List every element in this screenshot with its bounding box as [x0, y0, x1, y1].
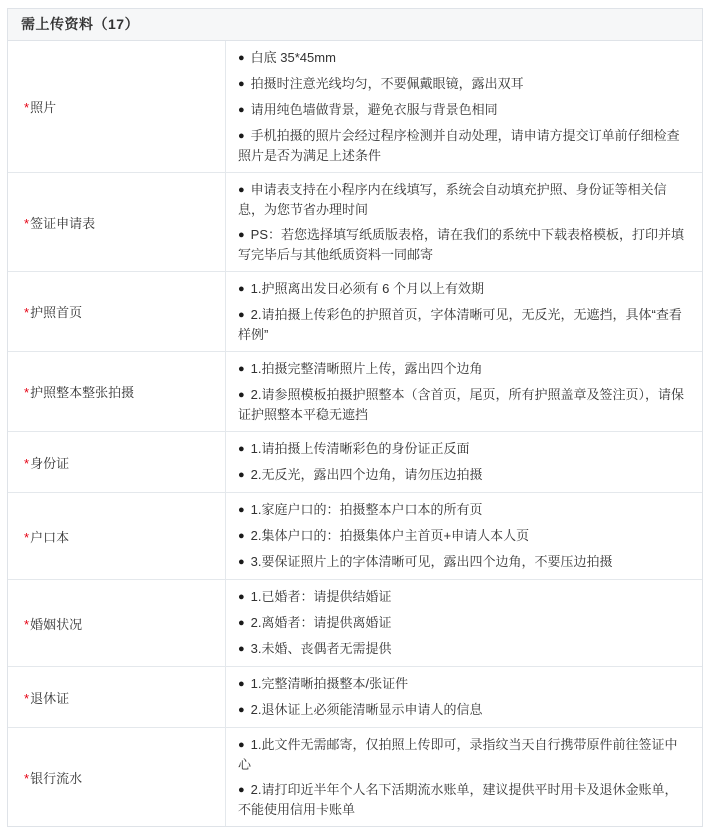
- bullet-icon: ●: [238, 784, 245, 796]
- table-row: [8, 272, 702, 352]
- requirement-text: 2.请参照模板拍摄护照整本（含首页，尾页，所有护照盖章及签注页），请保证护照整本平稳无遮挡: [238, 387, 684, 422]
- table-title: 需上传资料（17）: [8, 9, 702, 41]
- required-asterisk: *: [24, 100, 30, 115]
- bullet-icon: ●: [238, 309, 245, 321]
- material-label: 身份证: [30, 455, 70, 471]
- requirement-text: 请用纯色墙做背景，避免衣服与背景色相同: [250, 102, 498, 117]
- requirement-item: [238, 123, 688, 168]
- requirement-text: 1.家庭户口的：拍摄整本户口本的所有页: [250, 502, 483, 517]
- requirement-item: [238, 462, 688, 488]
- material-label-cell: [8, 728, 226, 826]
- required-asterisk: *: [24, 529, 30, 545]
- bullet-icon: ●: [238, 389, 245, 401]
- requirement-text: 拍摄时注意光线均匀，不要佩戴眼镜，露出双耳: [250, 76, 524, 91]
- table-row: [8, 352, 702, 432]
- requirement-text: 1.请拍摄上传清晰彩色的身份证正反面: [250, 441, 470, 456]
- requirement-item: [238, 671, 688, 697]
- requirement-item: [238, 97, 688, 123]
- requirement-item: [238, 697, 688, 723]
- requirement-text: 1.已婚者：请提供结婚证: [250, 589, 392, 604]
- item-list: [238, 356, 688, 427]
- bullet-icon: ●: [238, 469, 245, 481]
- bullet-icon: ●: [238, 530, 245, 542]
- requirement-text: 2.无反光，露出四个边角，请勿压边拍摄: [250, 467, 483, 482]
- requirement-item: [238, 549, 688, 575]
- material-requirements-cell: [226, 728, 702, 826]
- material-label-cell: [8, 432, 226, 492]
- required-asterisk: *: [24, 455, 30, 471]
- requirement-text: 3.要保证照片上的字体清晰可见，露出四个边角，不要压边拍摄: [250, 554, 613, 569]
- material-label: 护照首页: [30, 305, 83, 320]
- requirement-text: 白底 35*45mm: [250, 50, 336, 65]
- requirement-item: [238, 610, 688, 636]
- material-requirements-cell: [226, 493, 702, 579]
- requirement-item: [238, 732, 688, 777]
- requirement-item: [238, 45, 688, 71]
- item-list: [238, 732, 688, 822]
- required-asterisk: *: [24, 305, 30, 320]
- requirement-item: [238, 523, 688, 549]
- materials-table-body: [8, 41, 702, 826]
- bullet-icon: ●: [238, 229, 245, 241]
- requirement-text: 2.请拍摄上传彩色的护照首页，字体清晰可见，无反光，无遮挡，具体“查看样例”: [238, 307, 682, 342]
- requirement-item: [238, 222, 688, 267]
- requirement-item: [238, 584, 688, 610]
- bullet-icon: ●: [238, 504, 245, 516]
- material-label-cell: [8, 272, 226, 351]
- item-list: [238, 584, 688, 662]
- material-label: 签证申请表: [30, 215, 96, 231]
- requirement-item: [238, 177, 688, 222]
- requirement-item: [238, 777, 688, 822]
- material-requirements-cell: [226, 580, 702, 666]
- table-row: [8, 580, 702, 667]
- requirement-item: [238, 356, 688, 382]
- requirement-item: [238, 497, 688, 523]
- material-requirements-cell: [226, 41, 702, 172]
- requirement-item: [238, 436, 688, 462]
- requirement-item: [238, 636, 688, 662]
- requirement-text: 2.离婚者：请提供离婚证: [250, 615, 392, 630]
- table-row: [8, 173, 702, 272]
- material-label-cell: [8, 41, 226, 172]
- item-list: [238, 276, 688, 347]
- material-label-cell: [8, 493, 226, 579]
- bullet-icon: ●: [238, 739, 245, 751]
- table-row: [8, 41, 702, 173]
- requirement-text: 申请表支持在小程序内在线填写，系统会自动填充护照、身份证等相关信息，为您节省办理时间: [238, 182, 667, 217]
- requirement-text: 1.完整清晰拍摄整本/张证件: [250, 676, 409, 691]
- requirement-text: 3.未婚、丧偶者无需提供: [250, 641, 392, 656]
- required-materials-table: [7, 8, 703, 827]
- material-label-cell: [8, 667, 226, 727]
- bullet-icon: ●: [238, 443, 245, 455]
- requirement-text: PS：若您选择填写纸质版表格，请在我们的系统中下载表格模板，打印并填写完毕后与其他纸质资料一同邮寄: [238, 227, 684, 262]
- material-requirements-cell: [226, 173, 702, 271]
- material-label: 婚姻状况: [30, 616, 83, 632]
- requirement-item: [238, 302, 688, 347]
- bullet-icon: ●: [238, 591, 245, 603]
- table-row: [8, 493, 702, 580]
- bullet-icon: ●: [238, 130, 245, 142]
- material-requirements-cell: [226, 272, 702, 351]
- item-list: [238, 671, 688, 723]
- required-asterisk: *: [24, 385, 30, 400]
- material-requirements-cell: [226, 432, 702, 492]
- material-requirements-cell: [226, 667, 702, 727]
- required-asterisk: *: [24, 690, 30, 706]
- bullet-icon: ●: [238, 704, 245, 716]
- bullet-icon: ●: [238, 617, 245, 629]
- required-asterisk: *: [24, 616, 30, 632]
- item-list: [238, 497, 688, 575]
- requirement-item: [238, 276, 688, 302]
- required-asterisk: *: [24, 770, 30, 786]
- table-row: [8, 667, 702, 728]
- table-row: [8, 432, 702, 493]
- requirement-item: [238, 382, 688, 427]
- bullet-icon: ●: [238, 643, 245, 655]
- requirement-text: 2.请打印近半年个人名下活期流水账单，建议提供平时用卡及退休金账单，不能使用信用卡账单: [238, 782, 678, 817]
- material-label: 退休证: [30, 690, 70, 706]
- material-label: 户口本: [30, 529, 70, 545]
- material-requirements-cell: [226, 352, 702, 431]
- required-asterisk: *: [24, 215, 30, 231]
- requirement-text: 1.护照离出发日必须有 6 个月以上有效期: [250, 281, 484, 296]
- requirement-text: 手机拍摄的照片会经过程序检测并自动处理，请申请方提交订单前仔细检查照片是否为满足上述条件: [238, 128, 680, 163]
- bullet-icon: ●: [238, 184, 245, 196]
- material-label-cell: [8, 580, 226, 666]
- bullet-icon: ●: [238, 283, 245, 295]
- bullet-icon: ●: [238, 556, 245, 568]
- item-list: [238, 45, 688, 168]
- material-label: 银行流水: [30, 770, 83, 786]
- requirement-text: 2.退休证上必须能清晰显示申请人的信息: [250, 702, 483, 717]
- table-row: [8, 728, 702, 826]
- item-list: [238, 436, 688, 488]
- material-label: 护照整本整张拍摄: [30, 385, 135, 400]
- material-label-cell: [8, 352, 226, 431]
- bullet-icon: ●: [238, 52, 245, 64]
- bullet-icon: ●: [238, 678, 245, 690]
- bullet-icon: ●: [238, 363, 245, 375]
- bullet-icon: ●: [238, 104, 245, 116]
- bullet-icon: ●: [238, 78, 245, 90]
- requirement-text: 1.拍摄完整清晰照片上传，露出四个边角: [250, 361, 483, 376]
- requirement-text: 2.集体户口的：拍摄集体户主首页+申请人本人页: [250, 528, 530, 543]
- requirement-item: [238, 71, 688, 97]
- material-label-cell: [8, 173, 226, 271]
- requirement-text: 1.此文件无需邮寄，仅拍照上传即可，录指纹当天自行携带原件前往签证中心: [238, 737, 678, 772]
- material-label: 照片: [30, 100, 57, 115]
- item-list: [238, 177, 688, 267]
